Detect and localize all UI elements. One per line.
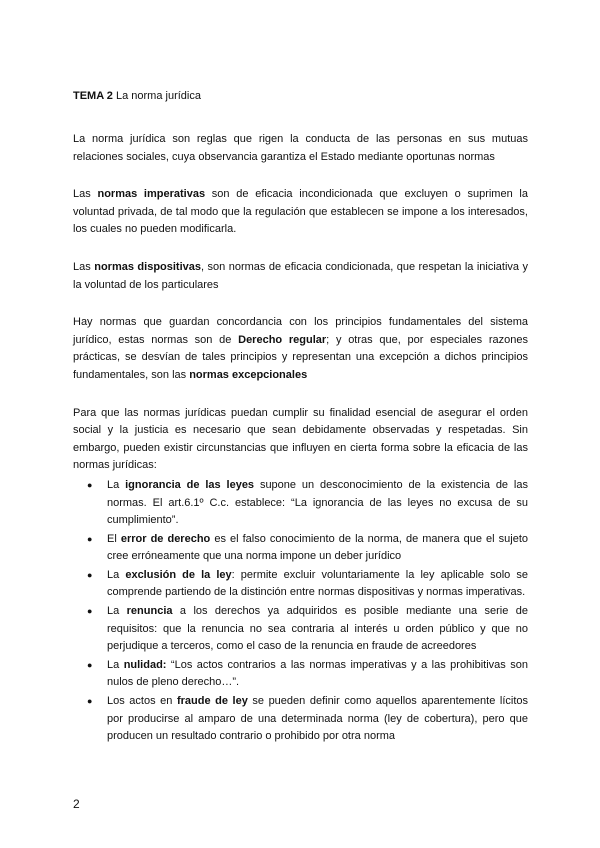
list-item: ● Los actos en fraude de ley se pueden definir como aquellos aparentemente lícitos por producirse al amparo de una determinada norma (ley de cobertura), pero que producen un resultado contrario o prohibido por otra norma: [107, 693, 528, 746]
list-item: ● La ignorancia de las leyes supone un desconocimiento de la existencia de las normas. El art.6.1º C.c. establece: “La ignorancia de las leyes no excusa de su cumplimiento”.: [107, 477, 528, 530]
paragraph-dispositivas: Las normas dispositivas, son normas de eficacia condicionada, que respetan la iniciativa y la voluntad de los particulares: [73, 260, 529, 291]
paragraph-imperativas: Las normas imperativas son de eficacia incondicionada que excluyen o suprimen la voluntad privada, de tal modo que la regulación que establecen se impone a los interesados, los cuales no pueden modificarla.: [73, 188, 528, 236]
list-item: ● El error de derecho es el falso conocimiento de la norma, de manera que el sujeto cree erróneamente que una norma impone un deber jurídico: [107, 531, 528, 566]
page-number: 2: [73, 797, 80, 811]
list-item: ● La renuncia a los derechos ya adquiridos es posible mediante una serie de requisitos: que la renuncia no sea contraria al interés u orden público y que no perjudique a terceros, como el caso de la renuncia en fraude de acreedores: [107, 603, 528, 656]
paragraph-regular-excepcional: Hay normas que guardan concordancia con los principios fundamentales del sistema jurídico, estas normas son de Derecho regular; y otras que, por especiales razones prácticas, se desvían de tales principios y representan una excepción a dichos principios fundamentales, son las normas excepcionales: [73, 316, 528, 381]
document-body: [73, 88, 528, 747]
list-item: ● La nulidad: “Los actos contrarios a las normas imperativas y a las prohibitivas son nulos de pleno derecho…”.: [107, 657, 528, 692]
paragraph-eficacia: Para que las normas jurídicas puedan cumplir su finalidad esencial de asegurar el orden social y la justicia es necesario que sean debidamente observadas y respetadas. Sin embargo, pueden existir circunstancias que influyen en cierta forma sobre la eficacia de las normas jurídicas:: [73, 406, 528, 472]
paragraph-definition: La norma jurídica son reglas que rigen la conducta de las personas en sus mutuas relaciones sociales, cuya observancia garantiza el Estado mediante oportunas normas: [73, 133, 528, 163]
list-item: ● La exclusión de la ley: permite excluir voluntariamente la ley aplicable solo se comprende partiendo de la distinción entre normas dispositivas y normas imperativas.: [107, 567, 528, 602]
bullet-list: [73, 477, 528, 746]
page-title: TEMA 2 La norma jurídica: [73, 90, 201, 102]
